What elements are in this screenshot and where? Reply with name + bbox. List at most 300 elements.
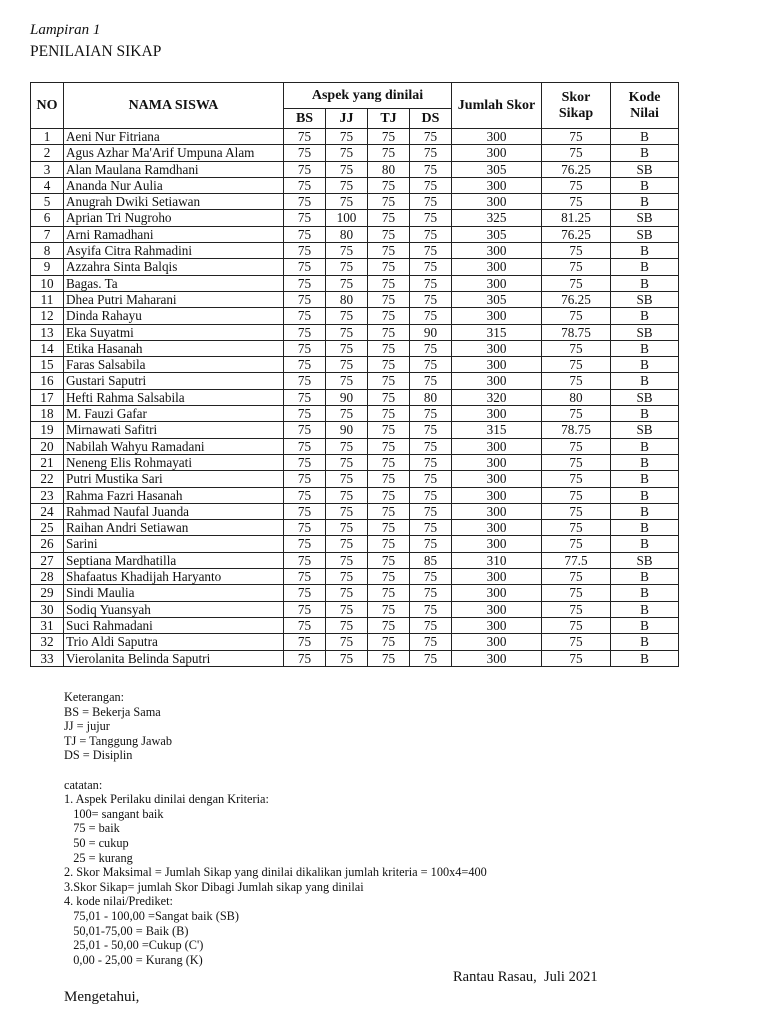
cell-total-score: 300 <box>452 650 542 666</box>
note-line: 100= sangant baik <box>64 806 164 821</box>
table-row <box>31 357 679 373</box>
cell-ds: 75 <box>410 259 452 275</box>
cell-no: 15 <box>31 357 64 373</box>
table-row <box>31 520 679 536</box>
note-line: 1. Aspek Perilaku dinilai dengan Kriteria: <box>64 792 269 807</box>
cell-student-name: Eka Suyatmi <box>64 324 284 340</box>
cell-attitude-score: 75 <box>542 373 611 389</box>
cell-grade-code: B <box>611 438 679 454</box>
notes-section <box>64 690 487 967</box>
cell-student-name: Agus Azhar Ma'Arif Umpuna Alam <box>64 145 284 161</box>
table-row <box>31 226 679 242</box>
header-grade-code <box>611 83 679 129</box>
cell-student-name: Nabilah Wahyu Ramadani <box>64 438 284 454</box>
table-body <box>31 129 679 667</box>
cell-ds: 75 <box>410 194 452 210</box>
cell-grade-code: B <box>611 503 679 519</box>
cell-total-score: 305 <box>452 226 542 242</box>
cell-bs: 75 <box>284 177 326 193</box>
cell-student-name: Etika Hasanah <box>64 340 284 356</box>
table-row <box>31 503 679 519</box>
cell-student-name: Sarini <box>64 536 284 552</box>
cell-attitude-score: 75 <box>542 454 611 470</box>
cell-grade-code: B <box>611 471 679 487</box>
cell-no: 13 <box>31 324 64 340</box>
table-row <box>31 259 679 275</box>
cell-tj: 75 <box>368 422 410 438</box>
attachment-label: Lampiran 1 <box>30 22 101 38</box>
table-row <box>31 243 679 259</box>
cell-tj: 75 <box>368 340 410 356</box>
cell-total-score: 315 <box>452 324 542 340</box>
cell-student-name: Mirnawati Safitri <box>64 422 284 438</box>
cell-no: 23 <box>31 487 64 503</box>
cell-ds: 75 <box>410 471 452 487</box>
table-row <box>31 536 679 552</box>
cell-grade-code: B <box>611 536 679 552</box>
cell-no: 11 <box>31 291 64 307</box>
cell-total-score: 305 <box>452 291 542 307</box>
note-line: 25,01 - 50,00 =Cukup (C') <box>64 938 204 953</box>
cell-student-name: Gustari Saputri <box>64 373 284 389</box>
table-row <box>31 601 679 617</box>
cell-grade-code: SB <box>611 324 679 340</box>
cell-bs: 75 <box>284 291 326 307</box>
header-student-name: NAMA SISWA <box>64 83 284 129</box>
cell-tj: 75 <box>368 503 410 519</box>
table-row <box>31 324 679 340</box>
table-row <box>31 487 679 503</box>
table-header <box>31 83 679 129</box>
cell-bs: 75 <box>284 129 326 145</box>
cell-grade-code: B <box>611 373 679 389</box>
header-no: NO <box>31 83 64 129</box>
cell-bs: 75 <box>284 650 326 666</box>
header-tj: TJ <box>368 109 410 129</box>
cell-total-score: 300 <box>452 585 542 601</box>
cell-attitude-score: 75 <box>542 177 611 193</box>
table-row <box>31 585 679 601</box>
note-line: 75 = baik <box>64 821 120 836</box>
cell-ds: 85 <box>410 552 452 568</box>
cell-grade-code: B <box>611 243 679 259</box>
cell-student-name: Raihan Andri Setiawan <box>64 520 284 536</box>
table-row <box>31 145 679 161</box>
cell-bs: 75 <box>284 454 326 470</box>
header-attitude-score-line1: Skor <box>561 89 591 105</box>
table-row <box>31 454 679 470</box>
cell-attitude-score: 77.5 <box>542 552 611 568</box>
cell-no: 32 <box>31 634 64 650</box>
cell-attitude-score: 75 <box>542 357 611 373</box>
cell-bs: 75 <box>284 438 326 454</box>
cell-grade-code: B <box>611 585 679 601</box>
cell-jj: 75 <box>326 308 368 324</box>
cell-tj: 75 <box>368 243 410 259</box>
cell-ds: 75 <box>410 454 452 470</box>
cell-no: 22 <box>31 471 64 487</box>
cell-attitude-score: 75 <box>542 438 611 454</box>
cell-total-score: 300 <box>452 520 542 536</box>
cell-grade-code: B <box>611 145 679 161</box>
cell-total-score: 300 <box>452 357 542 373</box>
cell-tj: 75 <box>368 406 410 422</box>
cell-jj: 75 <box>326 259 368 275</box>
table-row <box>31 617 679 633</box>
table-row <box>31 291 679 307</box>
cell-attitude-score: 75 <box>542 275 611 291</box>
cell-total-score: 300 <box>452 569 542 585</box>
cell-grade-code: B <box>611 357 679 373</box>
cell-jj: 75 <box>326 552 368 568</box>
cell-total-score: 300 <box>452 373 542 389</box>
cell-bs: 75 <box>284 634 326 650</box>
header-ds: DS <box>410 109 452 129</box>
table-row <box>31 194 679 210</box>
cell-bs: 75 <box>284 569 326 585</box>
cell-tj: 75 <box>368 373 410 389</box>
cell-jj: 75 <box>326 243 368 259</box>
cell-no: 1 <box>31 129 64 145</box>
cell-tj: 75 <box>368 291 410 307</box>
cell-jj: 75 <box>326 194 368 210</box>
cell-bs: 75 <box>284 422 326 438</box>
cell-no: 18 <box>31 406 64 422</box>
cell-no: 21 <box>31 454 64 470</box>
cell-total-score: 300 <box>452 259 542 275</box>
cell-ds: 75 <box>410 373 452 389</box>
note-line: 50,01-75,00 = Baik (B) <box>64 923 189 938</box>
cell-bs: 75 <box>284 259 326 275</box>
page-title: PENILAIAN SIKAP <box>30 43 162 60</box>
cell-ds: 75 <box>410 536 452 552</box>
cell-bs: 75 <box>284 536 326 552</box>
cell-student-name: Asyifa Citra Rahmadini <box>64 243 284 259</box>
cell-tj: 75 <box>368 552 410 568</box>
cell-attitude-score: 75 <box>542 487 611 503</box>
cell-jj: 75 <box>326 373 368 389</box>
cell-jj: 80 <box>326 226 368 242</box>
cell-ds: 75 <box>410 617 452 633</box>
cell-ds: 75 <box>410 291 452 307</box>
cell-no: 24 <box>31 503 64 519</box>
cell-grade-code: B <box>611 617 679 633</box>
cell-attitude-score: 75 <box>542 503 611 519</box>
cell-ds: 90 <box>410 324 452 340</box>
cell-student-name: Rahmad Naufal Juanda <box>64 503 284 519</box>
cell-ds: 75 <box>410 569 452 585</box>
cell-grade-code: SB <box>611 291 679 307</box>
table-row <box>31 161 679 177</box>
cell-tj: 75 <box>368 389 410 405</box>
cell-jj: 75 <box>326 503 368 519</box>
cell-total-score: 300 <box>452 634 542 650</box>
table-row <box>31 650 679 666</box>
cell-student-name: Faras Salsabila <box>64 357 284 373</box>
cell-no: 3 <box>31 161 64 177</box>
cell-grade-code: B <box>611 650 679 666</box>
cell-tj: 75 <box>368 438 410 454</box>
cell-ds: 75 <box>410 601 452 617</box>
cell-total-score: 300 <box>452 243 542 259</box>
cell-no: 8 <box>31 243 64 259</box>
cell-jj: 75 <box>326 487 368 503</box>
cell-bs: 75 <box>284 275 326 291</box>
cell-bs: 75 <box>284 340 326 356</box>
header-attitude-score-line2: Sikap <box>558 105 594 121</box>
cell-total-score: 300 <box>452 129 542 145</box>
cell-attitude-score: 78.75 <box>542 422 611 438</box>
cell-bs: 75 <box>284 552 326 568</box>
cell-jj: 75 <box>326 617 368 633</box>
cell-total-score: 300 <box>452 454 542 470</box>
cell-ds: 75 <box>410 650 452 666</box>
cell-tj: 75 <box>368 308 410 324</box>
cell-student-name: Septiana Mardhatilla <box>64 552 284 568</box>
cell-jj: 75 <box>326 601 368 617</box>
cell-attitude-score: 78.75 <box>542 324 611 340</box>
cell-tj: 75 <box>368 259 410 275</box>
cell-attitude-score: 75 <box>542 243 611 259</box>
cell-ds: 75 <box>410 340 452 356</box>
cell-total-score: 300 <box>452 340 542 356</box>
cell-no: 29 <box>31 585 64 601</box>
cell-bs: 75 <box>284 617 326 633</box>
cell-tj: 75 <box>368 357 410 373</box>
cell-grade-code: B <box>611 406 679 422</box>
cell-jj: 75 <box>326 357 368 373</box>
cell-bs: 75 <box>284 161 326 177</box>
header-total-score: Jumlah Skor <box>452 83 542 129</box>
cell-attitude-score: 75 <box>542 536 611 552</box>
cell-attitude-score: 75 <box>542 259 611 275</box>
cell-ds: 75 <box>410 177 452 193</box>
cell-total-score: 300 <box>452 308 542 324</box>
cell-tj: 75 <box>368 634 410 650</box>
cell-no: 9 <box>31 259 64 275</box>
note-line: Keterangan: <box>64 690 125 704</box>
cell-jj: 75 <box>326 634 368 650</box>
cell-tj: 75 <box>368 210 410 226</box>
cell-no: 7 <box>31 226 64 242</box>
cell-ds: 75 <box>410 585 452 601</box>
note-line <box>64 763 487 778</box>
cell-tj: 75 <box>368 226 410 242</box>
cell-ds: 75 <box>410 145 452 161</box>
cell-student-name: Aeni Nur Fitriana <box>64 129 284 145</box>
note-line: 75,01 - 100,00 =Sangat baik (SB) <box>64 908 239 923</box>
cell-student-name: Dinda Rahayu <box>64 308 284 324</box>
table-row <box>31 129 679 145</box>
place-date: Rantau Rasau, Juli 2021 <box>453 969 598 985</box>
table-row <box>31 340 679 356</box>
cell-ds: 75 <box>410 406 452 422</box>
cell-bs: 75 <box>284 357 326 373</box>
cell-bs: 75 <box>284 226 326 242</box>
cell-no: 31 <box>31 617 64 633</box>
cell-jj: 80 <box>326 291 368 307</box>
cell-grade-code: SB <box>611 226 679 242</box>
cell-jj: 75 <box>326 129 368 145</box>
cell-jj: 90 <box>326 389 368 405</box>
note-line: 50 = cukup <box>64 835 129 850</box>
header-jj: JJ <box>326 109 368 129</box>
cell-attitude-score: 75 <box>542 634 611 650</box>
cell-attitude-score: 75 <box>542 471 611 487</box>
cell-bs: 75 <box>284 210 326 226</box>
cell-tj: 75 <box>368 324 410 340</box>
note-line: 25 = kurang <box>64 850 133 865</box>
cell-student-name: Azzahra Sinta Balqis <box>64 259 284 275</box>
cell-jj: 75 <box>326 324 368 340</box>
table-row <box>31 308 679 324</box>
cell-no: 14 <box>31 340 64 356</box>
cell-jj: 75 <box>326 275 368 291</box>
note-line: BS = Bekerja Sama <box>64 704 161 719</box>
cell-tj: 75 <box>368 487 410 503</box>
table-row <box>31 177 679 193</box>
cell-total-score: 300 <box>452 177 542 193</box>
cell-grade-code: B <box>611 308 679 324</box>
cell-ds: 75 <box>410 243 452 259</box>
cell-total-score: 310 <box>452 552 542 568</box>
cell-total-score: 300 <box>452 601 542 617</box>
cell-bs: 75 <box>284 389 326 405</box>
cell-total-score: 300 <box>452 503 542 519</box>
cell-grade-code: B <box>611 275 679 291</box>
cell-ds: 75 <box>410 503 452 519</box>
cell-total-score: 300 <box>452 487 542 503</box>
cell-jj: 75 <box>326 569 368 585</box>
cell-student-name: Aprian Tri Nugroho <box>64 210 284 226</box>
cell-total-score: 300 <box>452 194 542 210</box>
cell-grade-code: B <box>611 129 679 145</box>
note-line: catatan: <box>64 777 103 792</box>
cell-bs: 75 <box>284 324 326 340</box>
header-bs: BS <box>284 109 326 129</box>
cell-student-name: Sindi Maulia <box>64 585 284 601</box>
cell-tj: 75 <box>368 454 410 470</box>
cell-tj: 75 <box>368 145 410 161</box>
header-attitude-score <box>542 83 611 129</box>
cell-grade-code: B <box>611 487 679 503</box>
cell-student-name: Ananda Nur Aulia <box>64 177 284 193</box>
cell-jj: 75 <box>326 406 368 422</box>
note-line: JJ = jujur <box>64 719 110 734</box>
cell-jj: 75 <box>326 585 368 601</box>
cell-attitude-score: 75 <box>542 617 611 633</box>
cell-student-name: Bagas. Ta <box>64 275 284 291</box>
cell-student-name: Arni Ramadhani <box>64 226 284 242</box>
cell-ds: 75 <box>410 308 452 324</box>
note-line: 3.Skor Sikap= jumlah Skor Dibagi Jumlah sikap yang dinilai <box>64 879 364 894</box>
cell-ds: 75 <box>410 634 452 650</box>
cell-student-name: Sodiq Yuansyah <box>64 601 284 617</box>
cell-no: 30 <box>31 601 64 617</box>
cell-grade-code: SB <box>611 161 679 177</box>
cell-attitude-score: 76.25 <box>542 226 611 242</box>
cell-ds: 75 <box>410 422 452 438</box>
cell-bs: 75 <box>284 487 326 503</box>
cell-student-name: Shafaatus Khadijah Haryanto <box>64 569 284 585</box>
cell-no: 5 <box>31 194 64 210</box>
header-grade-code-line2: Nilai <box>630 105 659 121</box>
cell-attitude-score: 75 <box>542 406 611 422</box>
note-line: 2. Skor Maksimal = Jumlah Sikap yang dinilai dikalikan jumlah kriteria = 100x4=400 <box>64 865 487 880</box>
cell-jj: 75 <box>326 145 368 161</box>
cell-student-name: Putri Mustika Sari <box>64 471 284 487</box>
cell-no: 27 <box>31 552 64 568</box>
table-row <box>31 406 679 422</box>
cell-jj: 75 <box>326 177 368 193</box>
cell-attitude-score: 75 <box>542 601 611 617</box>
cell-tj: 75 <box>368 585 410 601</box>
cell-jj: 75 <box>326 650 368 666</box>
cell-jj: 100 <box>326 210 368 226</box>
cell-student-name: Suci Rahmadani <box>64 617 284 633</box>
cell-total-score: 300 <box>452 617 542 633</box>
acknowledged-by-label: Mengetahui, <box>64 989 140 1005</box>
cell-grade-code: B <box>611 454 679 470</box>
cell-student-name: Hefti Rahma Salsabila <box>64 389 284 405</box>
cell-total-score: 300 <box>452 406 542 422</box>
cell-ds: 80 <box>410 389 452 405</box>
table-row <box>31 210 679 226</box>
cell-grade-code: B <box>611 634 679 650</box>
cell-bs: 75 <box>284 243 326 259</box>
cell-grade-code: B <box>611 601 679 617</box>
cell-ds: 75 <box>410 226 452 242</box>
cell-attitude-score: 80 <box>542 389 611 405</box>
cell-student-name: Neneng Elis Rohmayati <box>64 454 284 470</box>
cell-student-name: Alan Maulana Ramdhani <box>64 161 284 177</box>
cell-bs: 75 <box>284 471 326 487</box>
cell-grade-code: SB <box>611 422 679 438</box>
cell-bs: 75 <box>284 406 326 422</box>
cell-tj: 75 <box>368 569 410 585</box>
cell-ds: 75 <box>410 438 452 454</box>
cell-no: 16 <box>31 373 64 389</box>
cell-jj: 90 <box>326 422 368 438</box>
cell-total-score: 315 <box>452 422 542 438</box>
cell-total-score: 320 <box>452 389 542 405</box>
cell-jj: 75 <box>326 520 368 536</box>
cell-bs: 75 <box>284 308 326 324</box>
cell-jj: 75 <box>326 161 368 177</box>
cell-grade-code: SB <box>611 389 679 405</box>
assessment-table <box>30 82 679 667</box>
cell-ds: 75 <box>410 210 452 226</box>
cell-ds: 75 <box>410 357 452 373</box>
table-row <box>31 422 679 438</box>
cell-no: 6 <box>31 210 64 226</box>
cell-attitude-score: 75 <box>542 520 611 536</box>
cell-no: 33 <box>31 650 64 666</box>
cell-grade-code: SB <box>611 552 679 568</box>
cell-tj: 75 <box>368 275 410 291</box>
table-row <box>31 389 679 405</box>
cell-no: 19 <box>31 422 64 438</box>
table-row <box>31 471 679 487</box>
cell-attitude-score: 75 <box>542 650 611 666</box>
cell-grade-code: SB <box>611 210 679 226</box>
note-line: TJ = Tanggung Jawab <box>64 733 172 748</box>
header-aspects: Aspek yang dinilai <box>284 83 452 109</box>
cell-no: 25 <box>31 520 64 536</box>
cell-tj: 75 <box>368 194 410 210</box>
cell-tj: 75 <box>368 129 410 145</box>
cell-jj: 75 <box>326 454 368 470</box>
